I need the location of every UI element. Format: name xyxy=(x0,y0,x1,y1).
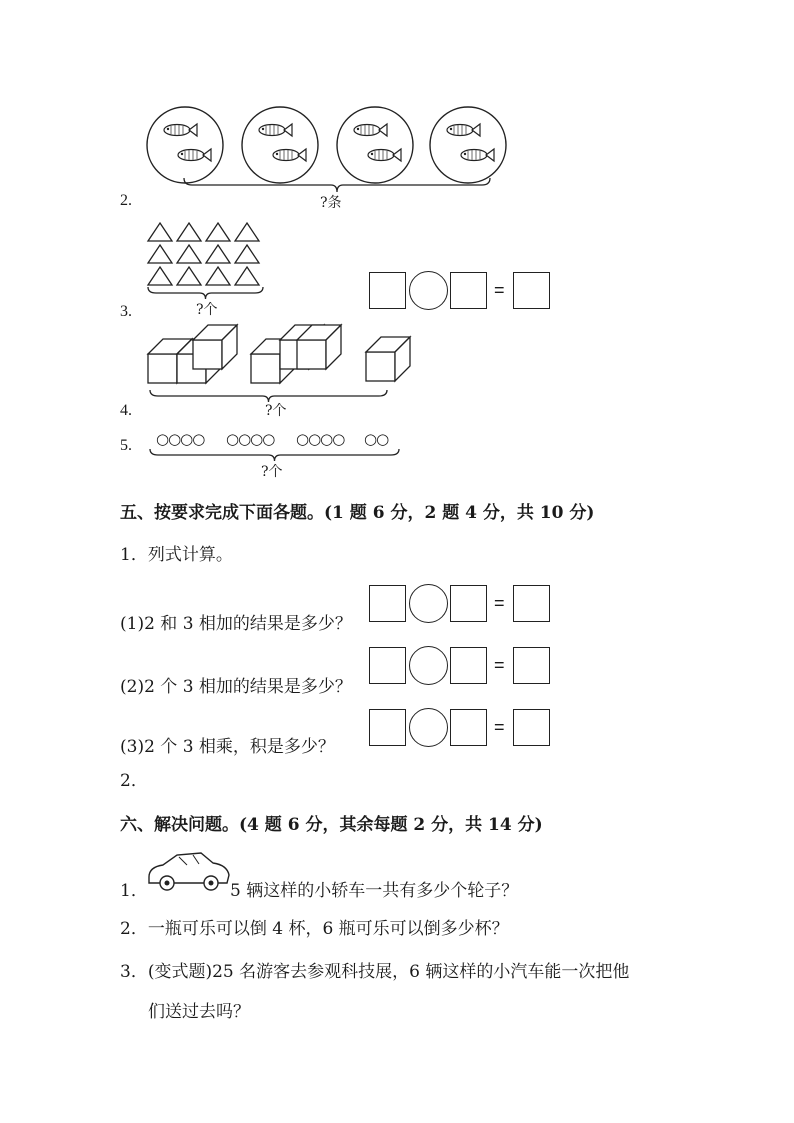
circle-group: ○○ xyxy=(364,430,389,448)
brace-label: ?条 xyxy=(320,195,342,211)
section6-q3-line1: 3．(变式题)25 名游客去参观科技展，6 辆这样的小汽车能一次把他 xyxy=(120,962,630,982)
section5-q2: 2． xyxy=(120,771,148,791)
answer-box[interactable] xyxy=(450,585,487,622)
section5-sub1: (1)2 和 3 相加的结果是多少？ xyxy=(120,614,352,634)
operator-circle[interactable] xyxy=(409,708,448,747)
section5-heading: 五、按要求完成下面各题。(1 题 6 分，2 题 4 分，共 10 分) xyxy=(120,503,595,523)
section6-q3-line2: 们送过去吗？ xyxy=(148,1002,250,1022)
answer-box[interactable] xyxy=(369,585,406,622)
answer-box[interactable] xyxy=(369,709,406,746)
answer-box[interactable] xyxy=(513,709,550,746)
answer-box[interactable] xyxy=(450,647,487,684)
section6-q1-number: 1． xyxy=(120,881,148,901)
answer-box[interactable] xyxy=(369,647,406,684)
section6-q1-text: 5 辆这样的小轿车一共有多少个轮子？ xyxy=(230,881,519,901)
answer-box[interactable] xyxy=(513,585,550,622)
section5-q1-title: 1．列式计算。 xyxy=(120,545,233,565)
item-number: 3. xyxy=(120,303,132,320)
circle-group: ○○○○ xyxy=(296,430,345,448)
answer-box[interactable] xyxy=(513,647,550,684)
section5-sub2: (2)2 个 3 相加的结果是多少？ xyxy=(120,677,352,697)
car-icon xyxy=(143,847,233,897)
car-hub xyxy=(209,881,214,886)
operator-circle[interactable] xyxy=(409,646,448,685)
section5-sub3: (3)2 个 3 相乘，积是多少？ xyxy=(120,737,335,757)
brace-label: ?个 xyxy=(265,403,287,419)
car-hub xyxy=(165,881,170,886)
section6-heading: 六、解决问题。(4 题 6 分，其余每题 2 分，共 14 分) xyxy=(120,815,543,835)
item-number: 4. xyxy=(120,402,132,419)
operator-circle[interactable] xyxy=(409,584,448,623)
section6-q2: 2．一瓶可乐可以倒 4 杯，6 瓶可乐可以倒多少杯？ xyxy=(120,919,509,939)
curly-brace xyxy=(150,449,399,461)
brace-label: ?个 xyxy=(261,464,283,480)
circle-group: ○○○○ xyxy=(226,430,275,448)
item-number: 5. xyxy=(120,437,132,454)
equals-sign: = xyxy=(494,593,505,613)
equals-sign: = xyxy=(494,655,505,675)
equals-sign: = xyxy=(494,717,505,737)
answer-box[interactable] xyxy=(450,709,487,746)
brace-label: ?个 xyxy=(196,302,218,318)
equals-sign: = xyxy=(494,280,505,300)
item-number: 2. xyxy=(120,192,132,209)
circles-brace xyxy=(0,0,794,470)
circle-group: ○○○○ xyxy=(156,430,205,448)
